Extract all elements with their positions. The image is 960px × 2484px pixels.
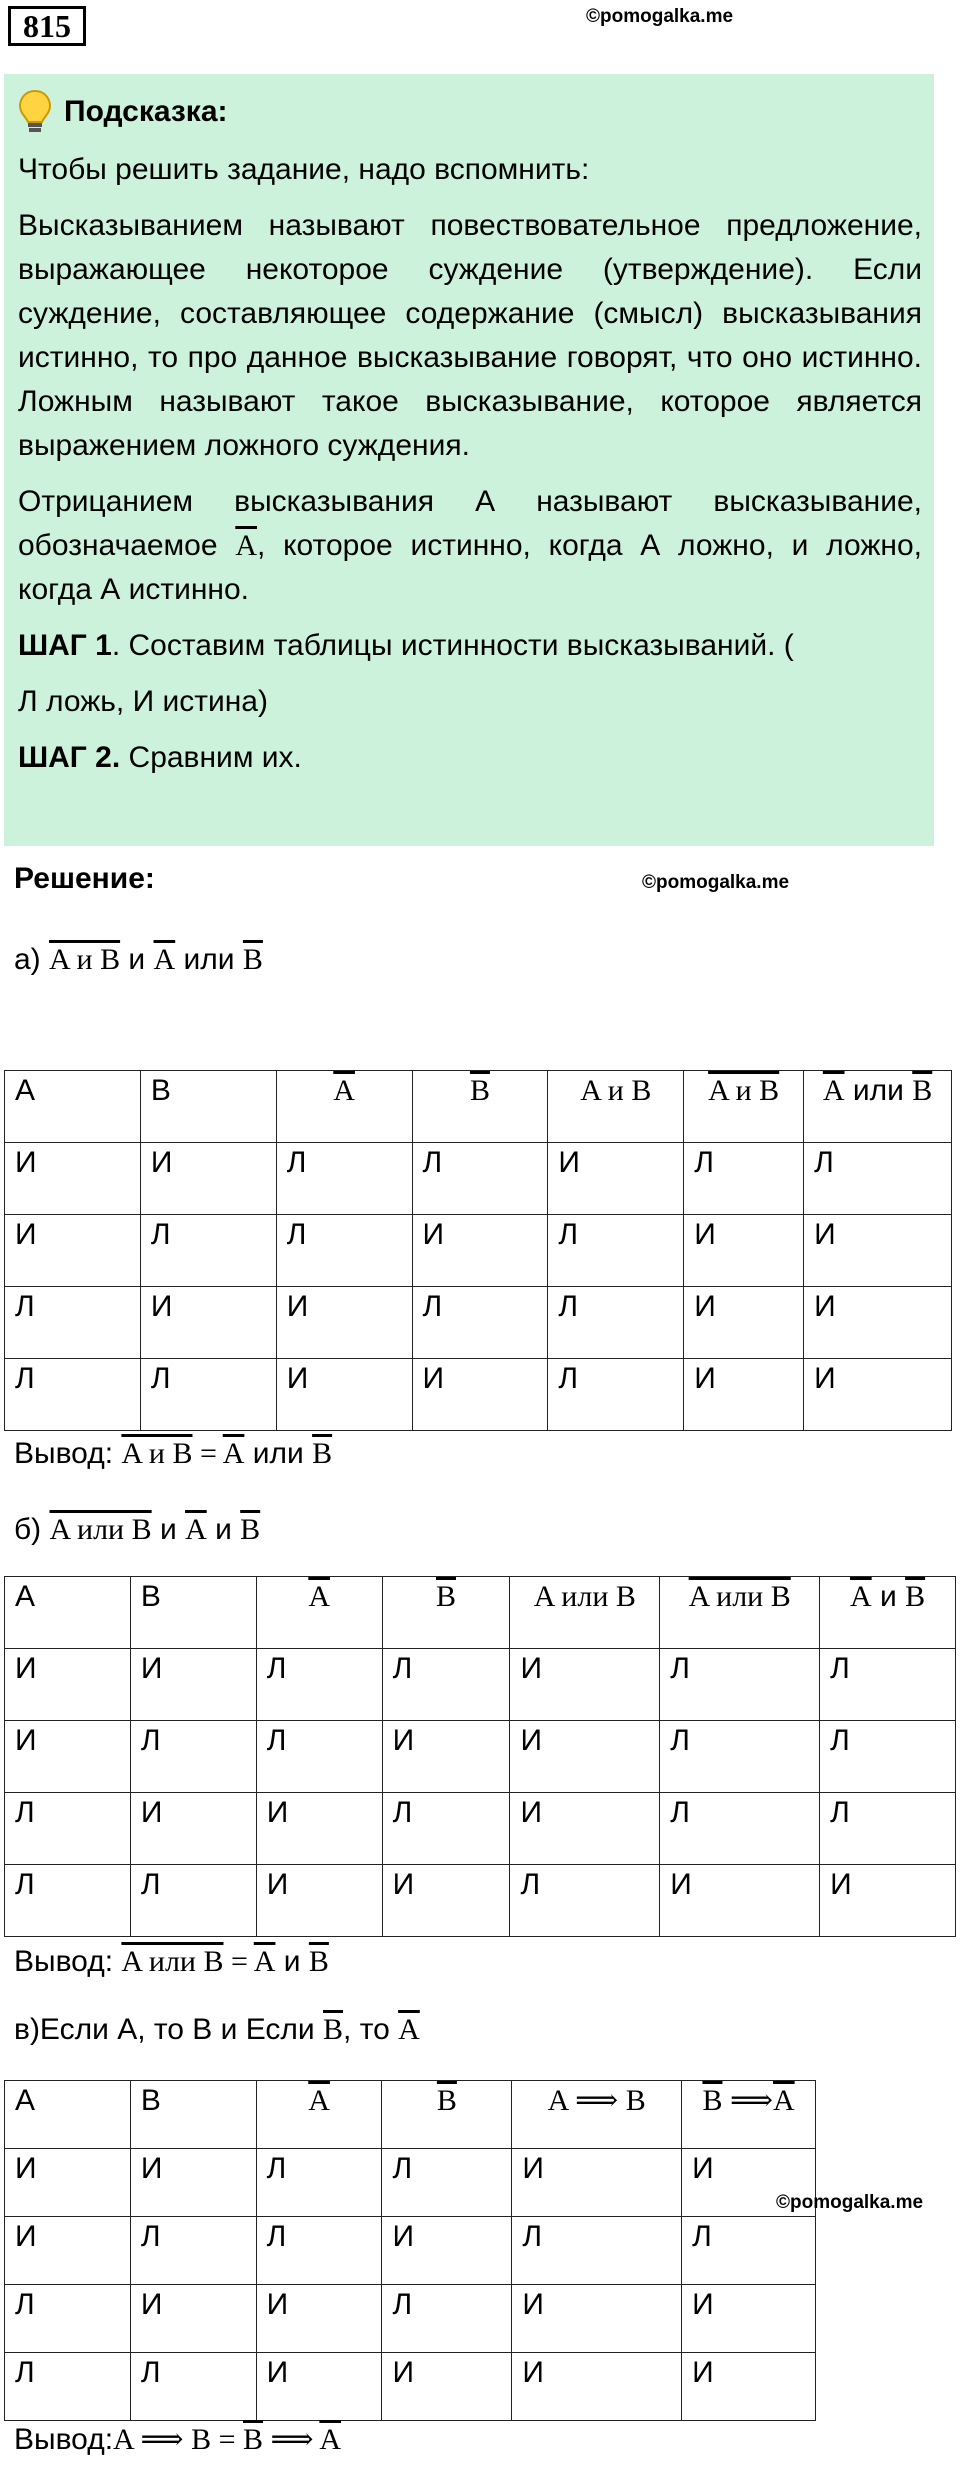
table-header-row bbox=[5, 2081, 816, 2149]
table-row bbox=[5, 1649, 956, 1721]
table-cell: И bbox=[804, 1215, 952, 1287]
table-row bbox=[5, 1721, 956, 1793]
table-cell: Л bbox=[130, 2217, 256, 2285]
table-cell: И bbox=[684, 1287, 804, 1359]
task-number: 815 bbox=[8, 6, 86, 46]
table-cell: Л bbox=[382, 1649, 510, 1721]
table-cell: Л bbox=[512, 2217, 682, 2285]
table-cell: И bbox=[412, 1359, 548, 1431]
hint-step-1: ШАГ 1. Составим таблицы истинности высказываний. ( bbox=[18, 629, 794, 662]
table-cell: И bbox=[682, 2285, 816, 2353]
table-cell: Л bbox=[140, 1359, 276, 1431]
table-cell: И bbox=[382, 1721, 510, 1793]
header-cell: $\overline{A}$ и $\overline{B}$ bbox=[820, 1577, 956, 1649]
table-row bbox=[5, 2217, 816, 2285]
header-cell: A и B bbox=[684, 1071, 804, 1143]
table-row bbox=[5, 1287, 952, 1359]
table-cell: Л bbox=[256, 1649, 382, 1721]
table-row bbox=[5, 1143, 952, 1215]
watermark-2: ©pomogalka.me bbox=[642, 872, 790, 893]
table-header-row bbox=[5, 1577, 956, 1649]
header-cell: A bbox=[5, 1071, 141, 1143]
table-cell: И bbox=[804, 1287, 952, 1359]
table-cell: И bbox=[382, 2353, 512, 2421]
table-row bbox=[5, 2285, 816, 2353]
table-row bbox=[5, 1865, 956, 1937]
header-cell: $\overline{A}$ или $\overline{B}$ bbox=[804, 1071, 952, 1143]
truth-table-b bbox=[4, 1576, 956, 1937]
table-cell: И bbox=[256, 2353, 382, 2421]
header-cell: B bbox=[140, 1071, 276, 1143]
table-cell: И bbox=[5, 1215, 141, 1287]
table-cell: И bbox=[5, 2149, 131, 2217]
part-a-conclusion: Вывод: A и $B = \overline{A}$ или $\overline{B}$ bbox=[14, 1437, 333, 1470]
table-cell: Л bbox=[130, 1721, 256, 1793]
hint-box bbox=[4, 74, 934, 846]
table-cell: Л bbox=[548, 1215, 684, 1287]
table-cell: И bbox=[510, 1721, 660, 1793]
table-cell: И bbox=[512, 2149, 682, 2217]
table-cell: И bbox=[382, 2217, 512, 2285]
header-cell: A bbox=[5, 2081, 131, 2149]
table-cell: Л bbox=[548, 1359, 684, 1431]
table-cell: И bbox=[130, 1793, 256, 1865]
table-cell: Л bbox=[382, 2285, 512, 2353]
table-cell: Л bbox=[382, 2149, 512, 2217]
part-c-heading: в)Если А, то В и Если $\overline{B}$, то $\overline{A}$ bbox=[14, 2013, 420, 2046]
header-cell: A bbox=[5, 1577, 131, 1649]
table-cell: Л bbox=[256, 2217, 382, 2285]
table-header-row bbox=[5, 1071, 952, 1143]
table-row bbox=[5, 1793, 956, 1865]
table-cell: Л bbox=[660, 1649, 820, 1721]
table-cell: И bbox=[412, 1215, 548, 1287]
header-cell: A ⟹ B bbox=[512, 2081, 682, 2149]
table-cell: Л bbox=[256, 2149, 382, 2217]
table-cell: И bbox=[660, 1865, 820, 1937]
table-cell: Л bbox=[5, 1287, 141, 1359]
table-cell: И bbox=[256, 1865, 382, 1937]
table-cell: И bbox=[682, 2149, 816, 2217]
hint-intro: Чтобы решить задание, надо вспомнить: bbox=[18, 153, 590, 186]
table-row bbox=[5, 2149, 816, 2217]
header-cell: $\overline{B}$ bbox=[382, 1577, 510, 1649]
header-cell: B bbox=[130, 2081, 256, 2149]
part-a-heading: а) A и B и $\overline{A}$ или $\overline{B}$ bbox=[14, 943, 263, 976]
table-cell: Л bbox=[684, 1143, 804, 1215]
table-cell: Л bbox=[412, 1287, 548, 1359]
table-cell: И bbox=[5, 1143, 141, 1215]
table-cell: И bbox=[256, 1793, 382, 1865]
table-cell: И bbox=[512, 2353, 682, 2421]
table-cell: Л bbox=[660, 1721, 820, 1793]
header-cell: $\overline{B}$ $⟹\overline{A}$ bbox=[682, 2081, 816, 2149]
table-cell: И bbox=[140, 1143, 276, 1215]
hint-step-2: ШАГ 2. Сравним их. bbox=[18, 741, 302, 774]
table-cell: Л bbox=[820, 1649, 956, 1721]
table-cell: Л bbox=[5, 2285, 131, 2353]
table-cell: Л bbox=[130, 1865, 256, 1937]
table-cell: И bbox=[276, 1287, 412, 1359]
table-cell: Л bbox=[548, 1287, 684, 1359]
table-cell: И bbox=[382, 1865, 510, 1937]
header-cell: A или B bbox=[660, 1577, 820, 1649]
table-cell: И bbox=[510, 1793, 660, 1865]
table-cell: И bbox=[130, 1649, 256, 1721]
table-cell: Л bbox=[5, 1793, 131, 1865]
table-cell: И bbox=[682, 2353, 816, 2421]
table-row bbox=[5, 2353, 816, 2421]
header-cell: $\overline{A}$ bbox=[276, 1071, 412, 1143]
truth-table-a bbox=[4, 1070, 952, 1431]
watermark-3: ©pomogalka.me bbox=[776, 2192, 924, 2213]
header-cell: $\overline{A}$ bbox=[256, 2081, 382, 2149]
table-cell: Л bbox=[276, 1215, 412, 1287]
lightbulb-icon bbox=[18, 89, 52, 135]
header-cell: A и B bbox=[548, 1071, 684, 1143]
hint-title: Подсказка: bbox=[18, 84, 922, 140]
table-row bbox=[5, 1215, 952, 1287]
header-cell: B bbox=[130, 1577, 256, 1649]
hint-step-1-cont: Л ложь, И истина) bbox=[18, 685, 268, 718]
table-cell: Л bbox=[660, 1793, 820, 1865]
table-cell: И bbox=[512, 2285, 682, 2353]
header-cell: $\overline{A}$ bbox=[256, 1577, 382, 1649]
part-b-conclusion: Вывод: A или $B = \overline{A}$ и $\overline{B}$ bbox=[14, 1945, 329, 1978]
table-cell: И bbox=[510, 1649, 660, 1721]
header-cell: A или B bbox=[510, 1577, 660, 1649]
table-cell: И bbox=[130, 2149, 256, 2217]
table-cell: Л bbox=[820, 1793, 956, 1865]
header-cell: $\overline{B}$ bbox=[412, 1071, 548, 1143]
table-cell: Л bbox=[130, 2353, 256, 2421]
table-cell: Л bbox=[256, 1721, 382, 1793]
table-cell: И bbox=[256, 2285, 382, 2353]
table-cell: Л bbox=[382, 1793, 510, 1865]
table-cell: Л bbox=[820, 1721, 956, 1793]
table-cell: Л bbox=[682, 2217, 816, 2285]
part-b-heading: б) A или B и $\overline{A}$ и $\overline{B}$ bbox=[14, 1513, 261, 1546]
table-cell: Л bbox=[5, 1359, 141, 1431]
table-row bbox=[5, 1359, 952, 1431]
hint-paragraph-1: Высказыванием называют повествовательное предложение, выражающее некоторое суждение (утверждение). Если суждение, составляющее содержание (смысл) высказывания истинно, то про данное высказывание говорят, что оно истинно. Ложным называют такое высказывание, которое является выражением ложного суждения. bbox=[18, 209, 922, 462]
table-cell: И bbox=[140, 1287, 276, 1359]
solution-label: Решение: bbox=[14, 862, 155, 895]
table-cell: И bbox=[684, 1215, 804, 1287]
part-c-conclusion: Вывод:A ⟹ $B = \overline{B}$ ⟹ $\overline{A}$ bbox=[14, 2423, 342, 2456]
table-cell: И bbox=[5, 2217, 131, 2285]
table-cell: Л bbox=[412, 1143, 548, 1215]
table-cell: И bbox=[276, 1359, 412, 1431]
table-cell: И bbox=[130, 2285, 256, 2353]
table-cell: Л bbox=[5, 1865, 131, 1937]
hint-paragraph-2: Отрицанием высказывания А называют высказывание, обозначаемое $\overline{A}$, которое истинно, когда А ложно, и ложно, когда А истинно. bbox=[18, 485, 923, 606]
table-cell: Л bbox=[140, 1215, 276, 1287]
table-cell: Л bbox=[510, 1865, 660, 1937]
table-cell: И bbox=[820, 1865, 956, 1937]
table-cell: Л bbox=[804, 1143, 952, 1215]
table-cell: Л bbox=[5, 2353, 131, 2421]
table-cell: Л bbox=[276, 1143, 412, 1215]
table-cell: И bbox=[5, 1721, 131, 1793]
watermark: ©pomogalka.me bbox=[586, 6, 734, 27]
table-cell: И bbox=[804, 1359, 952, 1431]
table-cell: И bbox=[5, 1649, 131, 1721]
table-cell: И bbox=[684, 1359, 804, 1431]
truth-table-c bbox=[4, 2080, 816, 2421]
header-cell: $\overline{B}$ bbox=[382, 2081, 512, 2149]
table-cell: И bbox=[548, 1143, 684, 1215]
